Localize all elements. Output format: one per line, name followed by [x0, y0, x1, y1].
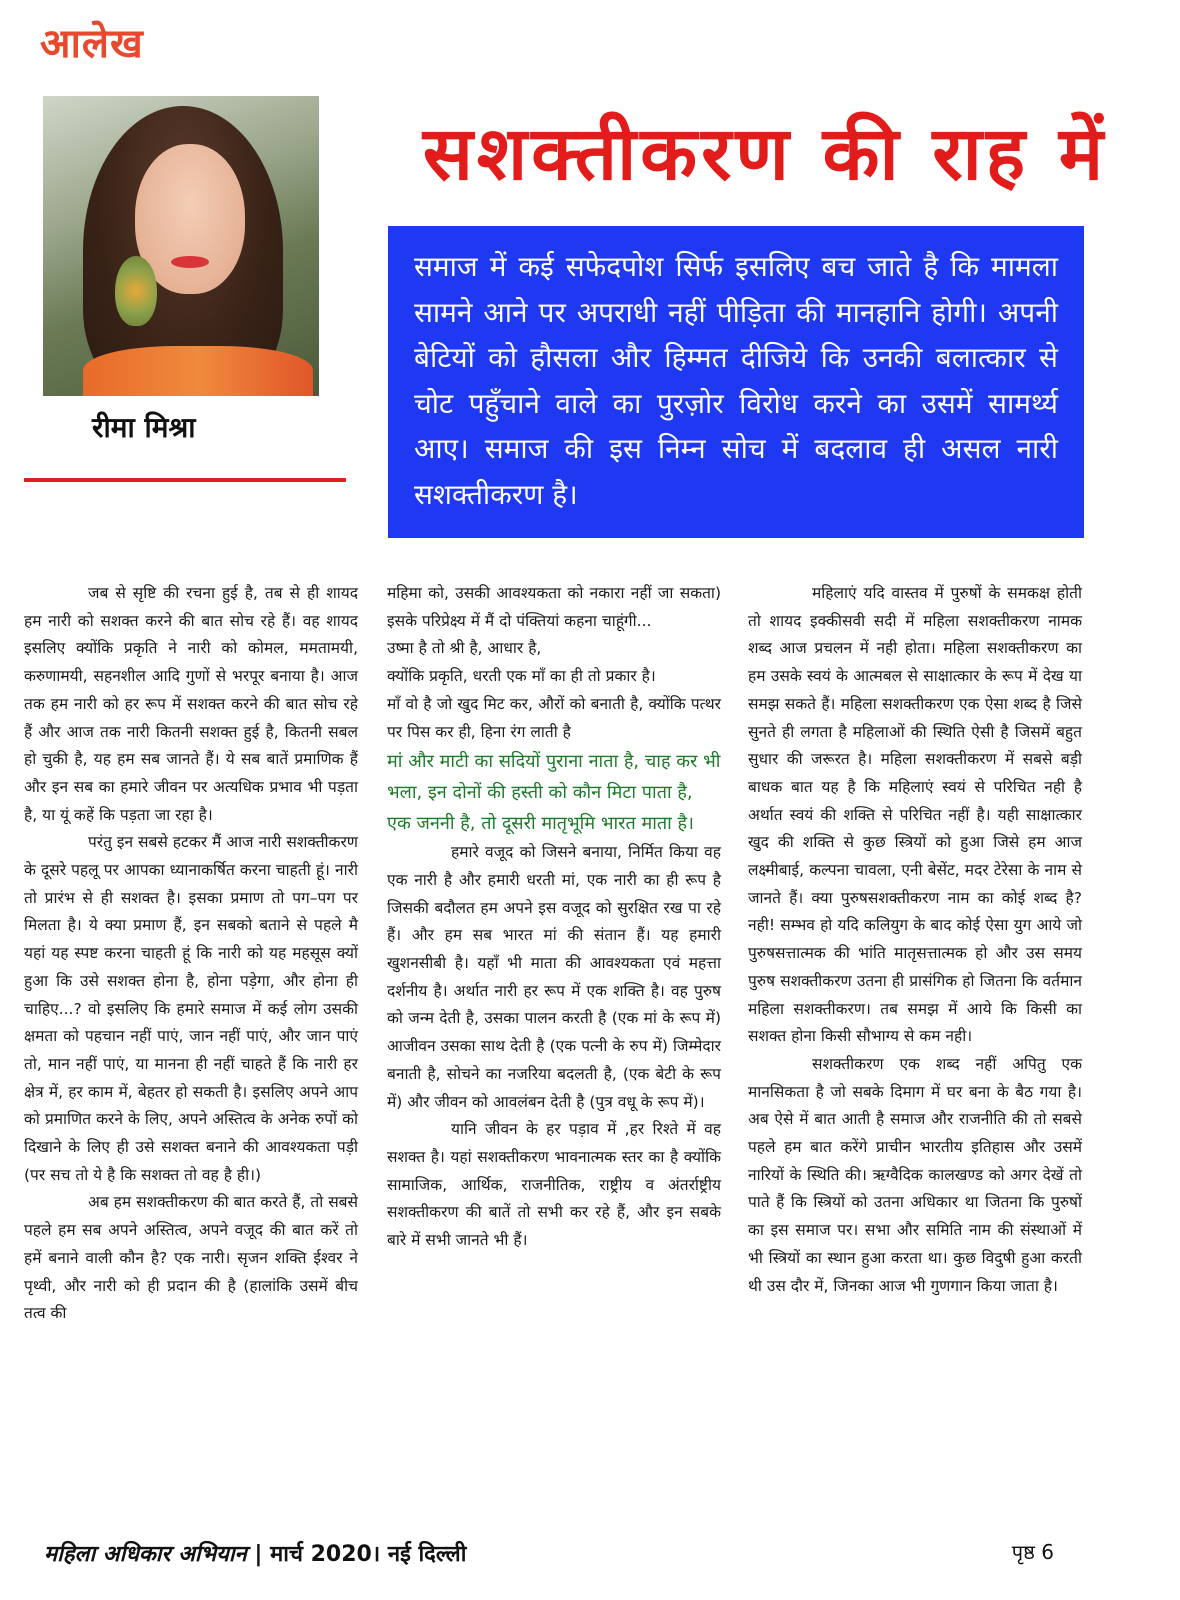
- paragraph: सशक्तीकरण एक शब्द नहीं अपितु एक मानसिकता है जो सबके दिमाग में घर बना के बैठ गया है। अब ऐसे में बात आती है समाज और राजनीति की तो सबसे पहले हम बात करेंगे प्राचीन भारतीय इतिहास और उसमें नारियों के स्थिति की। ऋग्वैदिक कालखण्ड को अगर देखें तो पाते हैं कि स्त्रियों को उतना अधिकार था जितना कि पुरुषों का इस समाज पर। सभा और समिति नाम की संस्थाओं में भी स्त्रियों का स्थान हुआ करता था। कुछ विदुषी हुआ करती थी उस दौर में, जिनका आज भी गुणगान किया जाता है।: [748, 1054, 1082, 1295]
- page-number: पृष्ठ 6: [1011, 1540, 1054, 1564]
- poem-line: क्योंकि प्रकृति, धरती एक माँ का ही तो प्रकार है।: [387, 667, 656, 686]
- paragraph: हमारे वजूद को जिसने बनाया, निर्मित किया वह एक नारी है और हमारी धरती मां, एक नारी का ही रूप है जिसकी बदौलत हम अपने इस वजूद को सुरक्षित रख पा रहे हैं। और हम सब भारत मां की संतान हैं। यह हमारी खुशनसीबी है। यहाँ भी माता की आवश्यकता एवं महत्ता दर्शनीय है। अर्थात नारी हर रूप में एक शक्ति है। वह पुरुष को जन्म देती है, उसका पालन करती है (एक मां के रूप में) आजीवन उसका साथ देती है (एक पत्नी के रुप में) जिम्मेदार बनाती है, सोचने का नजरिया बदलती है, (एक बेटी के रूप में) और जीवन को आवलंबन देती है (पुत्र वधू के रूप में)।: [387, 843, 721, 1111]
- green-quote: मां और माटी का सदियों पुराना नाता है, चाह कर भी भला, इन दोनों की हस्ती को कौन मिटा पाता है, एक जननी है, तो दूसरी मातृभूमि भारत माता है।: [387, 751, 721, 835]
- poem-line: उष्मा है तो श्री है, आधार है,: [387, 639, 542, 658]
- paragraph: परंतु इन सबसे हटकर मैं आज नारी सशक्तीकरण के दूसरे पहलू पर आपका ध्यानाकर्षित करना चाहती हूं। नारी तो प्रारंभ से ही सशक्त है। इसका प्रमाण तो पग–पग पर मिलता है। ये क्या प्रमाण हैं, इन सबको बताने से पहले मै यहां यह स्पष्ट करना चाहती हूं कि नारी को यह महसूस क्यों हुआ कि उसे सशक्त होना है, होना पड़ेगा, और होना ही चाहिए...? वो इसलिए कि हमारे समाज में कई लोग उसकी क्षमता को पहचान नहीं पाएं, जान नहीं पाएं, और जान पाएं तो, मान नहीं पाएं, या मानना ही नहीं चाहते हैं कि नारी हर क्षेत्र में, हर काम में, बेहतर हो सकती है। इसलिए अपने आप को प्रमाणित करने के लिए, अपने अस्तित्व के अनेक रुपों को दिखाने के लिए ही उसे सशक्त बनाने की आवश्यकता पड़ी (पर सच तो ये है कि सशक्त तो वह है ही।): [24, 833, 358, 1184]
- poem-line: माँ वो है जो खुद मिट कर, औरों को बनाती है, क्योंकि पत्थर पर पिस कर ही, हिना रंग लाती है: [387, 694, 721, 741]
- pull-quote-text: समाज में कई सफेदपोश सिर्फ इसलिए बच जाते है कि मामला सामने आने पर अपराधी नहीं पीड़िता की मानहानि होगी। अपनी बेटियों को हौसला और हिम्मत दीजिये कि उनकी बलात्कार से चोट पहुँचाने वाले का पुरज़ोर विरोध करने का उसमें सामर्थ्य आए। समाज की इस निम्न सोच में बदलाव ही असल नारी सशक्तीकरण है।: [414, 250, 1058, 511]
- paragraph: अब हम सशक्तीकरण की बात करते हैं, तो सबसे पहले हम सब अपने अस्तित्व, अपने वजूद की बात करें तो हमें बनाने वाली कौन है? एक नारी। सृजन शक्ति ईश्वर ने पृथ्वी, और नारी को ही प्रदान की है (हालांकि उसमें बीच तत्व की: [24, 1193, 358, 1323]
- paragraph: यानि जीवन के हर पड़ाव में ,हर रिश्ते में वह सशक्त है। यहां सशक्तीकरण भावनात्मक स्तर का है क्योंकि सामाजिक, आर्थिक, राजनीतिक, राष्ट्रीय व अंतर्राष्ट्रीय सशक्तीकरण की बातें तो सभी कर रहे हैं, और इन सबके बारे में सभी जानते भी हैं।: [387, 1120, 721, 1250]
- column-2: [387, 580, 721, 1255]
- paragraph: जब से सृष्टि की रचना हुई है, तब से ही शायद हम नारी को सशक्त करने की बात सोच रहे हैं। वह शायद इसलिए क्योंकि प्रकृति ने नारी को कोमल, ममतामयी, करुणामयी, सहनशील आदि गुणों से भरपूर बनाया है। आज तक हम नारी को हर रूप में सशक्त करने की बात सोच रहे हैं और आज तक नारी कितनी सशक्त हुई है, कितनी सबल हो चुकी है, यह हम सब जानते हैं। ये सब बातें प्रमाणिक हैं और इन सब का हमारे जीवन पर अत्यधिक प्रभाव भी पड़ता है, या यूं कहें कि पड़ता जा रहा है।: [24, 584, 358, 824]
- article-body: [0, 580, 1180, 1480]
- column-1: [24, 580, 358, 1328]
- author-photo: [43, 96, 319, 396]
- section-label: आलेख: [40, 21, 144, 67]
- page-footer: [44, 1538, 1154, 1568]
- pull-quote-box: [388, 226, 1084, 538]
- paragraph: महिमा को, उसकी आवश्यकता को नकारा नहीं जा सकता) इसके परिप्रेक्ष्य में मैं दो पंक्तियां कहना चाहूंगी...: [387, 584, 721, 630]
- paragraph: महिलाएं यदि वास्तव में पुरुषों के समकक्ष होती तो शायद इक्कीसवी सदी में महिला सशक्तीकरण नामक शब्द आज प्रचलन में नही होता। महिला सशक्तीकरण का हम उसके स्वयं के आत्मबल से साक्षात्कार के रूप में देख या समझ सकते हैं। महिला सशक्तीकरण एक ऐसा शब्द है जिसे सुनते ही लगता है महिलाओं की स्थिति ऐसी है जिसमें बहुत सुधार की जरूरत है। महिला सशक्तीकरण में सबसे बड़ी बाधक बात यह है कि महिलाएं स्वयं से परिचित नही है अर्थात स्वयं की शक्ति से परिचित नहीं है। यही साक्षात्कार खुद की शक्ति से कुछ स्त्रियों को हुआ जिसे हम आज लक्ष्मीबाई, कल्पना चावला, एनी बेसेंट, मदर टेरेसा के नाम से जानते हैं। क्या पुरुषसशक्तीकरण नाम का कोई शब्द है? नही! सम्भव हो यदि कलियुग के बाद कोई ऐसा युग आये जो पुरुषसत्तात्मक की भांति मातृसत्तात्मक हो और उस समय पुरुष सशक्तीकरण उतना ही प्रासंगिक हो जितना कि वर्तमान महिला सशक्तीकरण। तब समझ में आये कि किसी का सशक्त होना किसी सौभाग्य से कम नही।: [748, 584, 1082, 1046]
- article-headline: सशक्तीकरण की राह में: [422, 111, 1108, 197]
- author-divider: [24, 478, 346, 482]
- author-name: रीमा मिश्रा: [92, 411, 196, 444]
- issue-info: | मार्च 2020। नई दिल्ली: [246, 1542, 467, 1567]
- magazine-name: महिला अधिकार अभियान: [44, 1542, 247, 1567]
- column-3: [748, 580, 1082, 1300]
